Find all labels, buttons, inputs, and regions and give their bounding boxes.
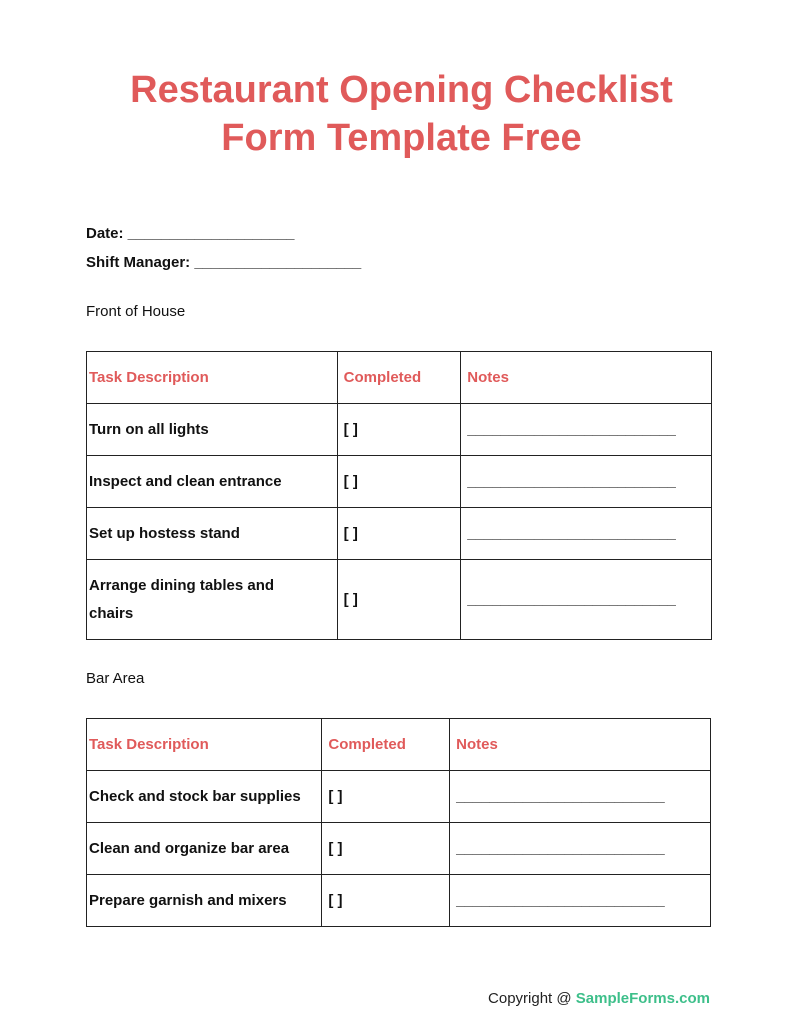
notes-field[interactable]: _________________________ [461,456,712,508]
copyright-footer [488,990,710,1007]
notes-field[interactable]: _________________________ [450,771,711,823]
title-line-2: Form Template Free [221,117,582,159]
bar-area-heading: Bar Area [86,670,145,687]
notes-field[interactable]: _________________________ [461,404,712,456]
task-cell: Inspect and clean entrance [87,456,338,508]
copyright-prefix: Copyright @ [488,990,576,1007]
table-header-row [87,719,711,771]
task-cell: Set up hostess stand [87,508,338,560]
table-row [87,875,711,927]
page-title [0,66,803,162]
completed-checkbox[interactable]: [ ] [337,560,461,640]
task-text: Arrange dining tables and chairs [89,576,275,622]
completed-checkbox[interactable]: [ ] [337,404,461,456]
front-of-house-heading: Front of House [86,303,186,320]
table-row [87,823,711,875]
table-row [87,560,712,640]
task-cell: Prepare garnish and mixers [87,875,322,927]
shift-manager-field[interactable]: Shift Manager: ____________________ [86,254,362,271]
table-row [87,404,712,456]
table-row [87,456,712,508]
header-notes: Notes [450,719,711,771]
completed-checkbox[interactable]: [ ] [322,823,450,875]
completed-checkbox[interactable]: [ ] [337,508,461,560]
front-of-house-table [86,351,712,640]
header-notes: Notes [461,352,712,404]
task-cell: Check and stock bar supplies [87,771,322,823]
table-header-row [87,352,712,404]
task-cell: Clean and organize bar area [87,823,322,875]
notes-field[interactable]: _________________________ [450,823,711,875]
completed-checkbox[interactable]: [ ] [337,456,461,508]
table-row [87,771,711,823]
sampleforms-link[interactable]: SampleForms.com [575,990,710,1007]
notes-field[interactable]: _________________________ [450,875,711,927]
header-task-description: Task Description [87,352,338,404]
completed-checkbox[interactable]: [ ] [322,875,450,927]
notes-field[interactable]: _________________________ [461,508,712,560]
bar-area-table [86,718,711,927]
date-field[interactable]: Date: ____________________ [86,225,295,242]
header-completed: Completed [322,719,450,771]
table-row [87,508,712,560]
task-cell [87,560,338,640]
completed-checkbox[interactable]: [ ] [322,771,450,823]
task-cell: Turn on all lights [87,404,338,456]
header-task-description: Task Description [87,719,322,771]
title-line-1: Restaurant Opening Checklist [130,69,673,111]
notes-field[interactable]: _________________________ [461,560,712,640]
header-completed: Completed [337,352,461,404]
